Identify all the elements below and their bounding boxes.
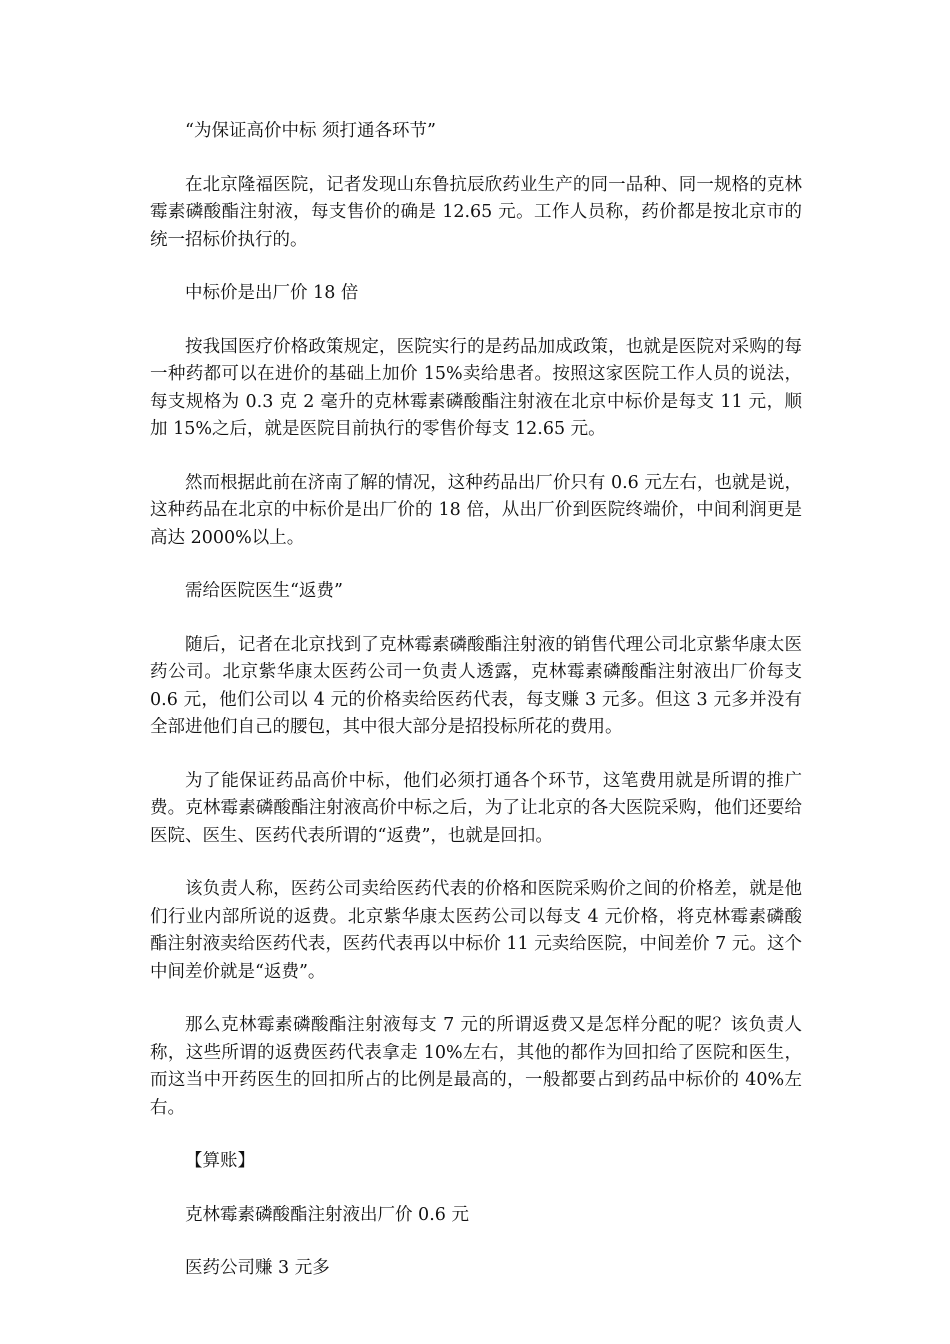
summary-line: 医药公司赚 3 元多 [185, 1258, 330, 1278]
section-heading: 中标价是出厂价 18 倍 [185, 283, 359, 303]
summary-line: 克林霉素磷酸酯注射液出厂价 0.6 元 [185, 1204, 469, 1225]
paragraph: 随后，记者在北京找到了克林霉素磷酸酯注射液的销售代理公司北京紫华康太医药公司。北京紫华康太医药公司一负责人透露，克林霉素磷酸酯注射液出厂价每支 0.6 元，他们公司以 4 元的价格卖给医药代表，每支赚 3 元多。但这 3 元多并没有全部进他们自己的腰包，其中很大部分是招投标所花的费用。 [150, 634, 802, 737]
section-heading: “为保证高价中标 须打通各环节” [185, 121, 436, 141]
paragraph: 按我国医疗价格政策规定，医院实行的是药品加成政策，也就是医院对采购的每一种药都可以在进价的基础上加价 15%卖给患者。按照这家医院工作人员的说法，每支规格为 0.3 克 2 毫升的克林霉素磷酸酯注射液在北京中标价是每支 11 元，顺加 15%之后，就是医院目前执行的零售价每支 12.65 元。 [150, 336, 802, 439]
section-heading: 【算账】 [185, 1151, 255, 1171]
paragraph: 在北京隆福医院，记者发现山东鲁抗辰欣药业生产的同一品种、同一规格的克林霉素磷酸酯注射液，每支售价的确是 12.65 元。工作人员称，药价都是按北京市的统一招标价执行的。 [150, 174, 802, 250]
section-heading: 需给医院医生“返费” [185, 581, 343, 601]
document-body [150, 118, 802, 1309]
paragraph: 该负责人称，医药公司卖给医药代表的价格和医院采购价之间的价格差，就是他们行业内部所说的返费。北京紫华康太医药公司以每支 4 元价格，将克林霉素磷酸酯注射液卖给医药代表，医药代表再以中标价 11 元卖给医院，中间差价 7 元。这个中间差价就是“返费”。 [150, 879, 802, 982]
paragraph: 然而根据此前在济南了解的情况，这种药品出厂价只有 0.6 元左右，也就是说，这种药品在北京的中标价是出厂价的 18 倍，从出厂价到医院终端价，中间利润更是高达 2000%以上。 [150, 472, 802, 548]
paragraph: 为了能保证药品高价中标，他们必须打通各个环节，这笔费用就是所谓的推广费。克林霉素磷酸酯注射液高价中标之后，为了让北京的各大医院采购，他们还要给医院、医生、医药代表所谓的“返费”，也就是回扣。 [150, 770, 802, 846]
paragraph: 那么克林霉素磷酸酯注射液每支 7 元的所谓返费又是怎样分配的呢？该负责人称，这些所谓的返费医药代表拿走 10%左右，其他的都作为回扣给了医院和医生，而这当中开药医生的回扣所占的比例是最高的，一般都要占到药品中标价的 40%左右。 [150, 1015, 802, 1118]
